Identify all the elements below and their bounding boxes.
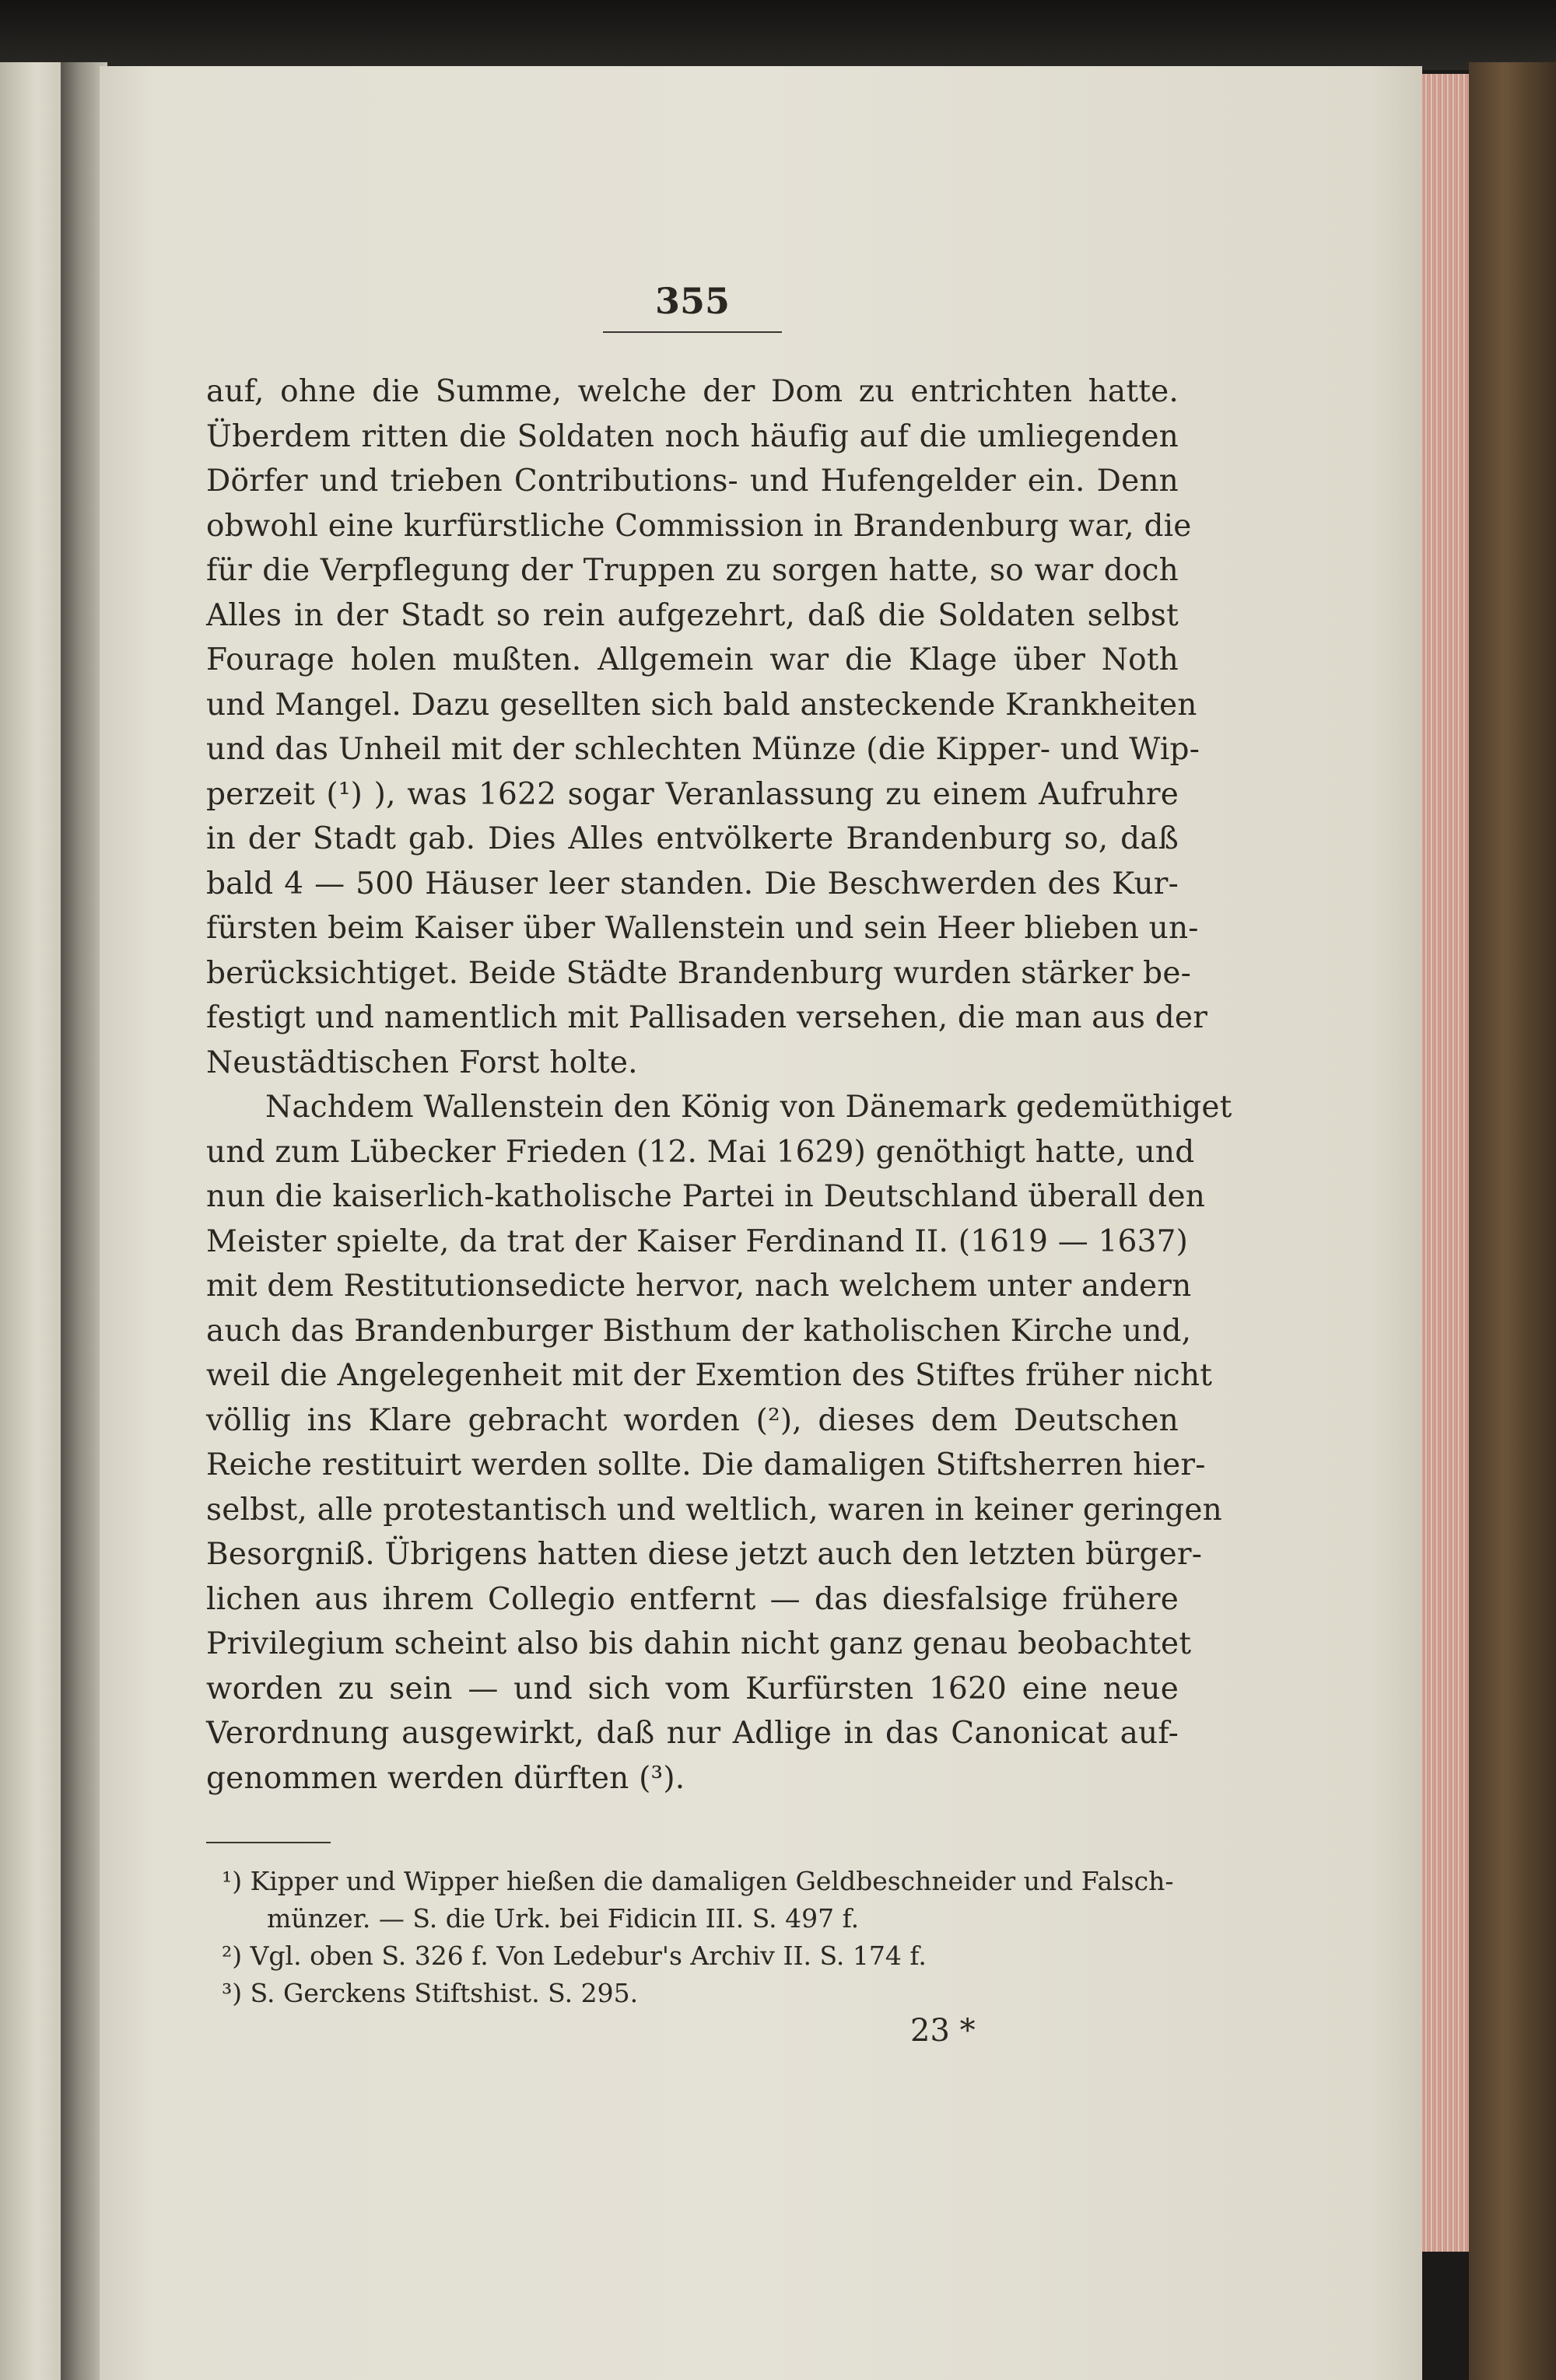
text-line: Alles in der Stadt so rein aufgezehrt, daß die Soldaten selbst	[206, 597, 1179, 633]
text-line: Dörfer und trieben Contributions- und Hufengelder ein. Denn	[206, 464, 1179, 499]
body-text	[206, 369, 1232, 1801]
page-block-edges	[1422, 74, 1469, 2252]
text-line: Überdem ritten die Soldaten noch häufig auf die umliegenden	[206, 418, 1179, 454]
text-line: Meister spielte, da trat der Kaiser Ferdinand II. (1619 — 1637)	[206, 1223, 1189, 1259]
text-line: und zum Lübecker Frieden (12. Mai 1629) genöthigt hatte, und	[206, 1134, 1195, 1170]
footnote-1: ¹) Kipper und Wipper hießen die damaligen Geldbeschneider und Falsch-	[222, 1866, 1174, 1896]
text-line: genommen werden dürften (³).	[206, 1760, 685, 1796]
footnote-1-continued: münzer. — S. die Urk. bei Fidicin III. S. 497 f.	[267, 1903, 860, 1934]
signature-mark: 23 *	[910, 2013, 976, 2049]
text-line: und das Unheil mit der schlechten Münze (die Kipper- und Wip-	[206, 732, 1200, 767]
text-line: Verordnung ausgewirkt, daß nur Adlige in das Canonicat auf-	[206, 1716, 1179, 1751]
text-line: weil die Angelegenheit mit der Exemtion des Stiftes früher nicht	[206, 1358, 1213, 1393]
text-line: für die Verpflegung der Truppen zu sorgen hatte, so war doch	[206, 553, 1179, 588]
text-line: selbst, alle protestantisch und weltlich, waren in keiner geringen	[206, 1492, 1222, 1528]
header-rule	[603, 331, 782, 333]
footnote-rule	[206, 1842, 331, 1843]
footnote-3: ³) S. Gerckens Stiftshist. S. 295.	[222, 1978, 639, 2008]
text-line: lichen aus ihrem Collegio entfernt — das diesfalsige frühere	[206, 1581, 1179, 1617]
text-line: obwohl eine kurfürstliche Commission in Brandenburg war, die	[206, 508, 1192, 544]
text-line: völlig ins Klare gebracht worden (²), dieses dem Deutschen	[206, 1402, 1179, 1438]
text-line: bald 4 — 500 Häuser leer standen. Die Beschwerden des Kur-	[206, 866, 1179, 901]
text-line: Privilegium scheint also bis dahin nicht ganz genau beobachtet	[206, 1626, 1192, 1661]
text-line: Besorgniß. Übrigens hatten diese jetzt auch den letzten bürger-	[206, 1537, 1203, 1572]
text-line: festigt und namentlich mit Pallisaden versehen, die man aus der	[206, 1000, 1208, 1035]
text-line: nun die kaiserlich-katholische Partei in Deutschland überall den	[206, 1179, 1206, 1214]
footnotes	[222, 1863, 1186, 2012]
text-line: Fourage holen mußten. Allgemein war die Klage über Noth	[206, 642, 1179, 677]
text-line: auf, ohne die Summe, welche der Dom zu entrichten hatte.	[206, 374, 1179, 409]
text-line: und Mangel. Dazu gesellten sich bald ansteckende Krankheiten	[206, 687, 1197, 723]
text-line: Nachdem Wallenstein den König von Dänemark gedemüthiget	[265, 1090, 1232, 1125]
text-line: fürsten beim Kaiser über Wallenstein und sein Heer blieben un-	[206, 911, 1199, 946]
page-number: 355	[654, 280, 731, 322]
text-line: mit dem Restitutionsedicte hervor, nach welchem unter andern	[206, 1269, 1192, 1304]
text-line: Neustädtischen Forst holte.	[206, 1045, 638, 1080]
facing-page-edge	[0, 62, 61, 2380]
text-line: worden zu sein — und sich vom Kurfürsten 1620 eine neue	[206, 1671, 1179, 1706]
book-cover-edge	[1469, 62, 1556, 2380]
scan-background-top	[0, 0, 1556, 70]
text-line: Reiche restituirt werden sollte. Die damaligen Stiftsherren hier-	[206, 1447, 1206, 1482]
text-line: perzeit (¹) ), was 1622 sogar Veranlassung zu einem Aufruhre	[206, 776, 1179, 812]
text-line: berücksichtiget. Beide Städte Brandenburg wurden stärker be-	[206, 955, 1191, 991]
footnote-2: ²) Vgl. oben S. 326 f. Von Ledebur's Archiv II. S. 174 f.	[222, 1941, 927, 1971]
text-line: in der Stadt gab. Dies Alles entvölkerte Brandenburg so, daß	[206, 821, 1179, 856]
text-line: auch das Brandenburger Bisthum der katholischen Kirche und,	[206, 1313, 1192, 1349]
